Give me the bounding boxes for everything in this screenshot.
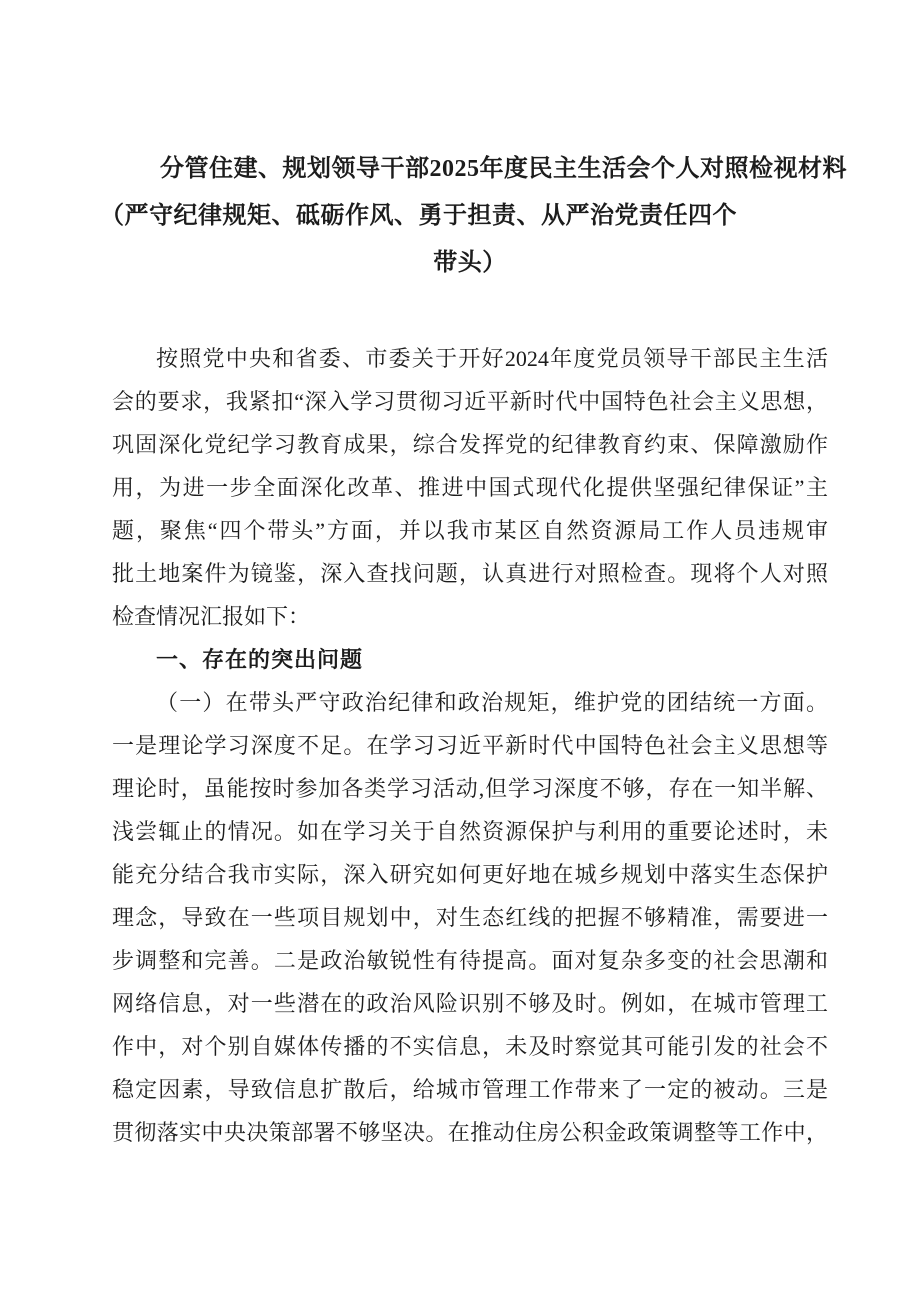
intro-paragraph-line: 检查情况汇报如下： [112,604,311,629]
problems-paragraph-line: 作中，对个别自媒体传播的不实信息，未及时察觉其可能引发的社会不 [112,1034,828,1059]
title-line-3: 带头） [433,250,507,276]
document-body [112,337,828,1154]
section-heading: 一、存在的突出问题 [156,647,364,672]
document-title [100,146,847,287]
problems-paragraph-line: （一）在带头严守政治纪律和政治规矩，维护党的团结统一方面。 [156,690,828,715]
intro-paragraph-line: 用，为进一步全面深化改革、推进中国式现代化提供坚强纪律保证”主 [112,475,828,500]
problems-paragraph-line: 理论时，虽能按时参加各类学习活动,但学习深度不够，存在一知半解、 [112,776,828,801]
problems-paragraph-line: 贯彻落实中央决策部署不够坚决。在推动住房公积金政策调整等工作中， [112,1120,828,1145]
problems-paragraph-line: 步调整和完善。二是政治敏锐性有待提高。面对复杂多变的社会思潮和 [112,948,828,973]
intro-paragraph-line: 按照党中央和省委、市委关于开好2024年度党员领导干部民主生活 [156,346,828,371]
problems-paragraph-line: 网络信息，对一些潜在的政治风险识别不够及时。例如，在城市管理工 [112,991,828,1016]
title-line-1: 分管住建、规划领导干部2025年度民主生活会个人对照检视材料 [160,156,847,182]
problems-paragraph-line: 能充分结合我市实际，深入研究如何更好地在城乡规划中落实生态保护 [112,862,828,887]
problems-paragraph-line: 浅尝辄止的情况。如在学习关于自然资源保护与利用的重要论述时，未 [112,819,828,844]
problems-paragraph-line: 一是理论学习深度不足。在学习习近平新时代中国特色社会主义思想等 [112,733,828,758]
problems-paragraph-line: 理念，导致在一些项目规划中，对生态红线的把握不够精准，需要进一 [112,905,828,930]
intro-paragraph-line: 会的要求，我紧扣“深入学习贯彻习近平新时代中国特色社会主义思想， [112,389,828,414]
intro-paragraph-line: 批土地案件为镜鉴，深入查找问题，认真进行对照检查。现将个人对照 [112,561,828,586]
intro-paragraph-line: 巩固深化党纪学习教育成果，综合发挥党的纪律教育约束、保障激励作 [112,432,828,457]
intro-paragraph-line: 题，聚焦“四个带头”方面，并以我市某区自然资源局工作人员违规审 [112,518,828,543]
problems-paragraph-line: 稳定因素，导致信息扩散后，给城市管理工作带来了一定的被动。三是 [112,1077,828,1102]
title-line-2: （严守纪律规矩、砥砺作风、勇于担责、从严治党责任四个 [100,203,737,229]
